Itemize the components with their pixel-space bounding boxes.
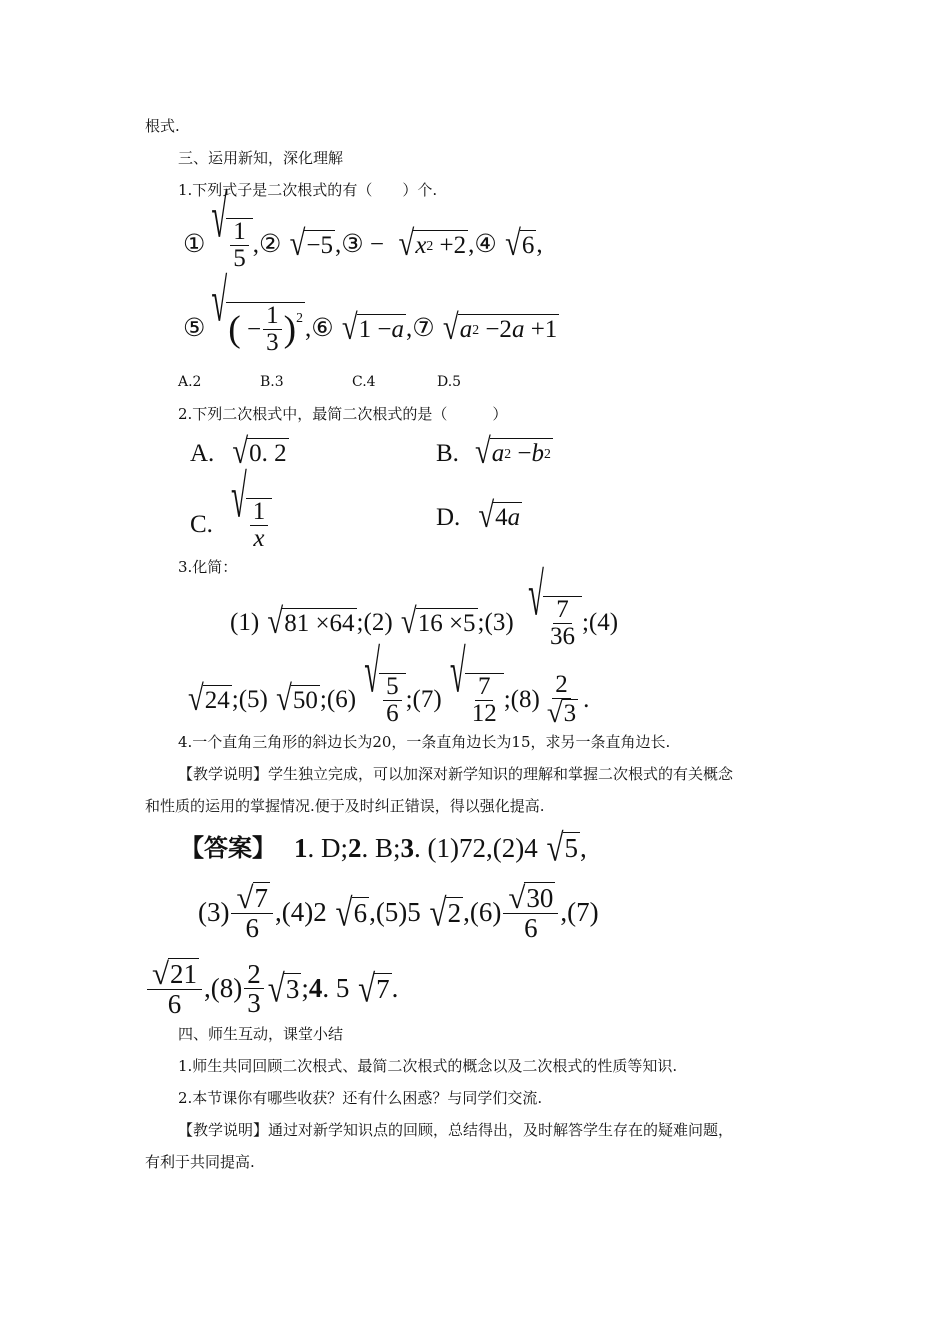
question-4: 4.一个直角三角形的斜边长为20，一条直角边长为15，求另一条直角边长. [178,733,671,751]
answer-row-1: 【答案】 1 . D; 2 . B; 3 . (1)72,(2)4 √ 5 , [180,825,587,870]
answer-row-3: √ 21 6 ,(8) 2 3 √ 3 ; 4 . 5 √ 7 . [145,958,398,1019]
q2-option-d-label: D. [436,503,461,531]
q2-option-a: A. √ 0. 2 [190,431,287,472]
q1-option-b: B.3 [260,374,284,390]
question-2: 2.下列二次根式中，最简二次根式的是（ ） [178,405,508,423]
answer-row-2: (3) √ 7 6 ,(4)2 √ 6 ,(5)5 √ 2 ,(6) √ 30 6 ,(7) [198,880,599,944]
q1-expression-row-1: ① √ 1 5 ,② √ −5 ,③ − √ x 2 +2 ,④ √ 6 , [183,183,543,273]
q2-option-a-label: A. [190,439,215,467]
summary-2: 2.本节课你有哪些收获？还有什么困惑？与同学们交流. [178,1089,543,1107]
question-1: 1.下列式子是二次根式的有（ ）个. [178,181,438,199]
summary-1: 1.师生共同回顾二次根式、最简二次根式的概念以及二次根式的性质等知识. [178,1057,678,1075]
question-3: 3.化简： [178,558,238,576]
q1-expression-row-2: ⑤ √ ( − 1 3 ) $^2$ ,⑥ √ 1 − a ,⑦ √ a 2 −2 a +1 [183,267,558,357]
answer-label: 【答案】 [180,833,276,862]
q2-option-d: D. √ 4 a [436,495,521,536]
q3-expression-row-2: √ 24 ;(5) √ 50 ;(6) √ 5 6 ;(7) √ 7 12 ;(8) 2 √ 3 . [188,638,590,730]
text-line: 根式. [145,117,180,135]
q1-option-a: A.2 [178,374,202,390]
q2-option-c: C. √ 1 x [190,498,272,553]
q1-option-d: D.5 [437,374,462,390]
teaching-note-2-line-1: 【教学说明】通过对新学知识点的回顾，总结得出，及时解答学生存在的疑难问题， [178,1121,734,1139]
teaching-note-1-line-1: 【教学说明】学生独立完成，可以加深对新学知识的理解和掌握二次根式的有关概念 [178,765,734,783]
section-heading: 三、运用新知，深化理解 [178,149,344,167]
teaching-note-1-line-2: 和性质的运用的掌握情况.便于及时纠正错误，得以强化提高. [145,797,545,815]
section-heading: 四、师生互动，课堂小结 [178,1025,344,1043]
q2-option-c-label: C. [190,511,213,539]
q1-option-c: C.4 [352,374,376,390]
q2-option-b-label: B. [436,439,459,467]
q3-expression-row-1: (1) √ 81 ×64 ;(2) √ 16 ×5 ;(3) √ 7 36 ;(4) [230,561,619,651]
teaching-note-2-line-2: 有利于共同提高. [145,1153,255,1171]
q2-option-b: B. √ a 2 − b 2 [436,431,551,472]
